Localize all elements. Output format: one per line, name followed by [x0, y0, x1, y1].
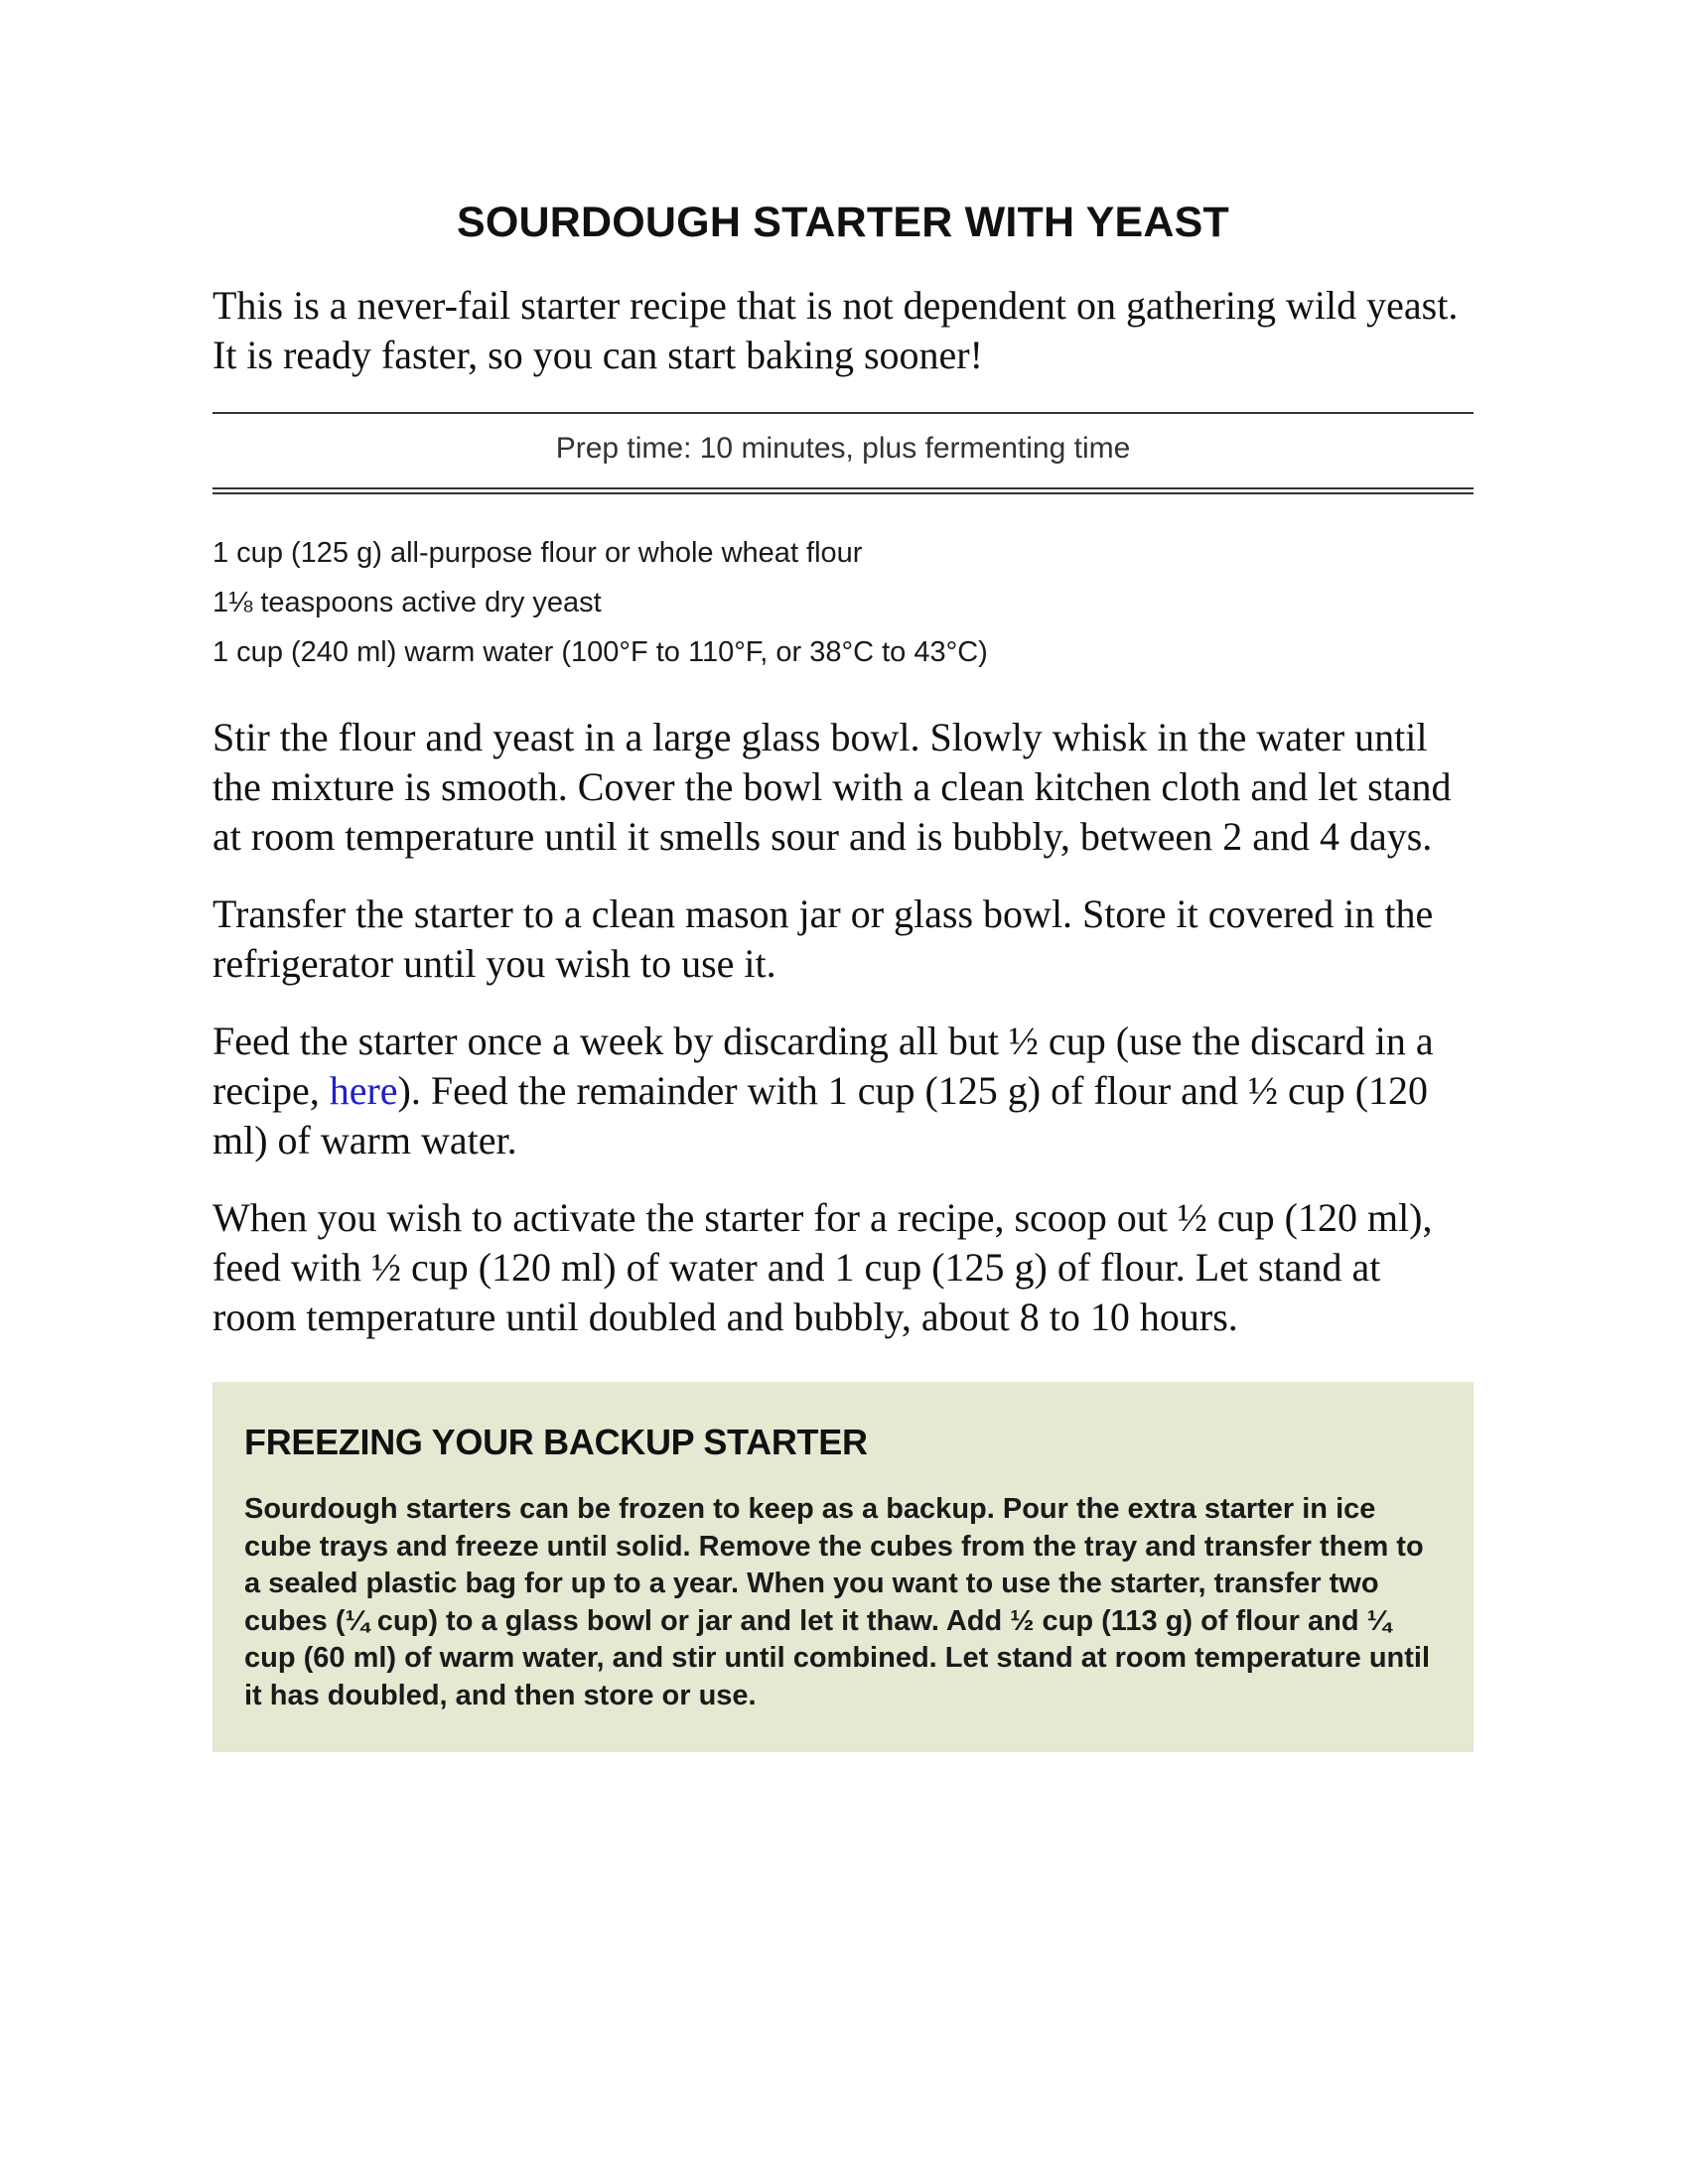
ingredient-item: 1⅛ teaspoons active dry yeast — [212, 587, 602, 618]
step-3-text-end: ). Feed the remainder with 1 cup (125 g) of flour and ½ cup (120 ml) of warm water. — [212, 1068, 1429, 1162]
ingredient-list — [212, 528, 1474, 677]
step-paragraph-4: When you wish to activate the starter for a recipe, scoop out ½ cup (120 ml), feed with ½ cup (120 ml) of water and 1 cup (125 g) of flour. Let stand at room temperature until doubled and bubbly, about 8 to 10 hours. — [212, 1195, 1433, 1339]
ingredient-item: 1 cup (240 ml) warm water (100°F to 110°F, or 38°C to 43°C) — [212, 636, 988, 668]
recipe-page — [212, 199, 1474, 1752]
recipe-intro: This is a never-fail starter recipe that is not dependent on gathering wild yeast. It is ready faster, so you can start baking sooner! — [212, 283, 1459, 377]
step-paragraph-2: Transfer the starter to a clean mason jar or glass bowl. Store it covered in the refrigerator until you wish to use it. — [212, 891, 1434, 986]
prep-time: Prep time: 10 minutes, plus fermenting time — [555, 432, 1131, 465]
sidebar-title: FREEZING YOUR BACKUP STARTER — [244, 1422, 868, 1462]
step-paragraph-1: Stir the flour and yeast in a large glass bowl. Slowly whisk in the water until the mixture is smooth. Cover the bowl with a clean kitchen cloth and let stand at room temperature until it smells sour and is bubbly, between 2 and 4 days. — [212, 715, 1452, 859]
prep-divider-bottom — [212, 487, 1474, 494]
discard-recipe-link[interactable]: here — [329, 1068, 398, 1113]
step-3-text-start: Feed the starter once a week by discarding all but ½ cup (use the discard in a recipe, — [212, 1019, 1434, 1113]
sidebar-body: Sourdough starters can be frozen to keep as a backup. Pour the extra starter in ice cube trays and freeze until solid. Remove the cubes from the tray and transfer them to a sealed plastic bag for up to a year. When you want to use the starter, transfer two cubes (¼ cup) to a glass bowl or jar and let it thaw. Add ½ cup (113 g) of flour and ¼ cup (60 ml) of warm water, and stir until combined. Let stand at room temperature until it has doubled, and then store or use. — [244, 1493, 1431, 1711]
step-paragraph-3 — [212, 1017, 1474, 1165]
recipe-title: SOURDOUGH STARTER WITH YEAST — [456, 199, 1230, 246]
ingredient-item: 1 cup (125 g) all-purpose flour or whole wheat flour — [212, 537, 863, 569]
freezing-sidebar — [212, 1382, 1474, 1752]
